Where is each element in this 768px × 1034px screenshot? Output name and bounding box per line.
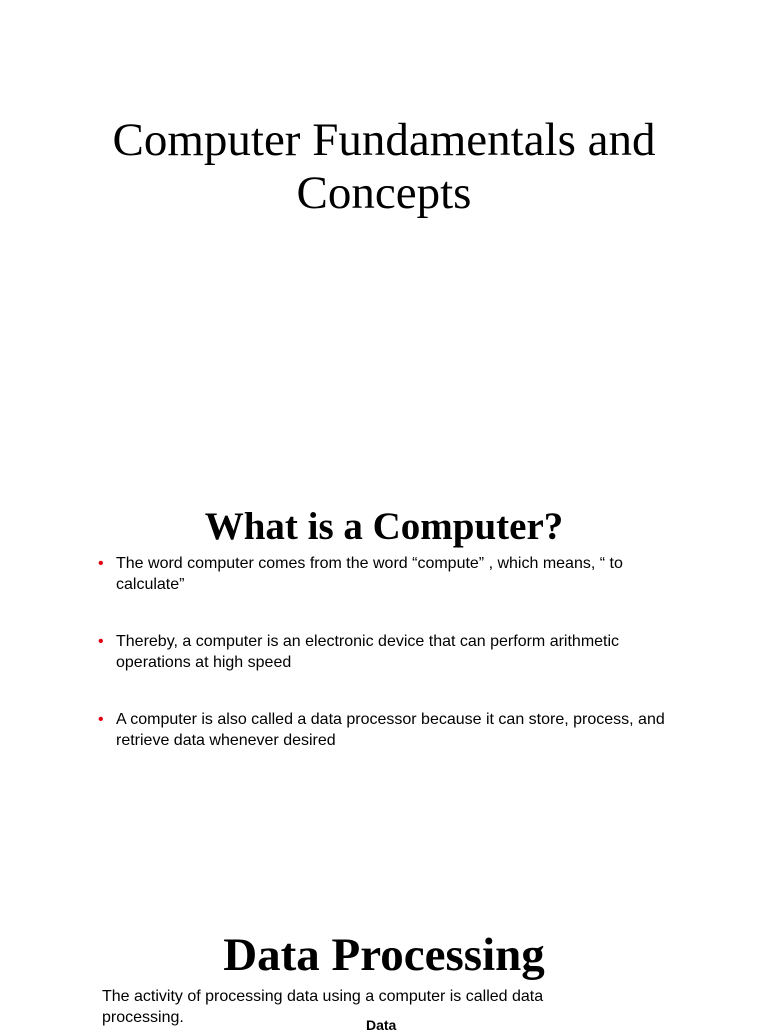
diagram-label-partial: Data xyxy=(366,1017,397,1033)
presentation-title: Computer Fundamentals and Concepts xyxy=(112,114,656,219)
bullet-dot-icon: • xyxy=(98,711,104,728)
slide-heading: What is a Computer? xyxy=(204,505,564,548)
slide-paragraph: The activity of processing data using a computer is called data processing. xyxy=(102,988,544,1026)
slide-heading: Data Processing xyxy=(223,929,545,981)
slide-what-is-a-computer xyxy=(0,432,768,864)
bullet-item xyxy=(98,553,678,595)
slide-data-processing xyxy=(0,864,768,1033)
bullet-item xyxy=(98,709,678,751)
slide-title xyxy=(0,0,768,432)
bullet-dot-icon: • xyxy=(98,633,104,650)
bullet-item xyxy=(98,631,678,673)
bullet-text: Thereby, a computer is an electronic device that can perform arithmetic operations at high speed xyxy=(116,633,620,671)
bullet-dot-icon: • xyxy=(98,555,104,572)
bullet-text: The word computer comes from the word “compute” , which means, “ to calculate” xyxy=(116,555,623,593)
bullet-text: A computer is also called a data processor because it can store, process, and retrieve data whenever desired xyxy=(116,711,665,749)
bullet-list xyxy=(98,553,678,787)
